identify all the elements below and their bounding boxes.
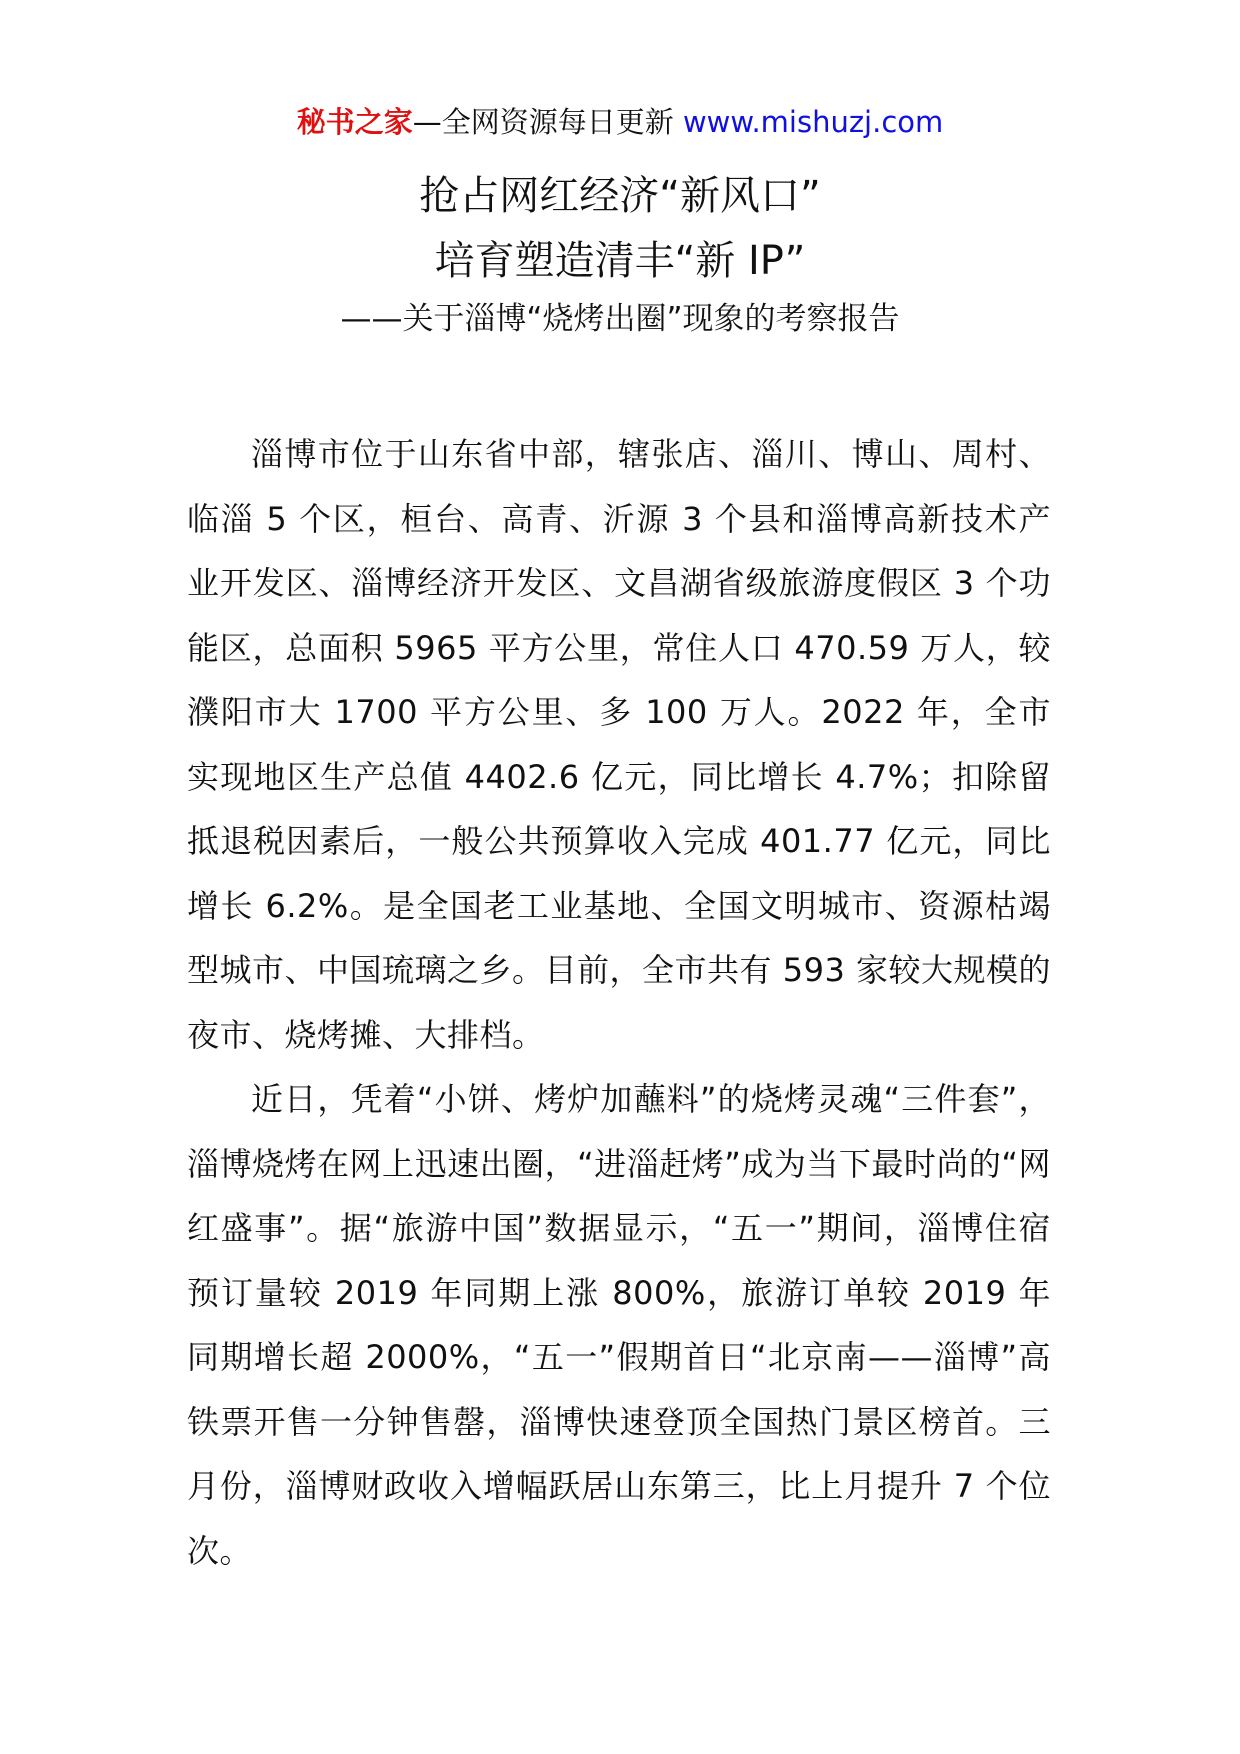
body-paragraph-1: 淄博市位于山东省中部，辖张店、淄川、博山、周村、临淄 5 个区，桓台、高青、沂源 3 个县和淄博高新技术产业开发区、淄博经济开发区、文昌湖省级旅游度假区 3 个功能区，总面积 5965 平方公里，常住人口 470.59 万人，较濮阳市大 1700 平方公里、多 100 万人。2022 年，全市实现地区生产总值 4402.6 亿元，同比增长 4.7%；扣除留抵退税因素后，一般公共预算收入完成 401.77 亿元，同比增长 6.2%。是全国老工业基地、全国文明城市、资源枯竭型城市、中国琉璃之乡。目前，全市共有 593 家较大规模的夜市、烧烤摊、大排档。 [187,435,1051,1054]
body-paragraph-2: 近日，凭着“小饼、烤炉加蘸料”的烧烤灵魂“三件套”，淄博烧烤在网上迅速出圈，“进淄赶烤”成为当下最时尚的“网红盛事”。据“旅游中国”数据显示，“五一”期间，淄博住宿预订量较 2019 年同期上涨 800%，旅游订单较 2019 年同期增长超 2000%，“五一”假期首日“北京南——淄博”高铁票开售一分钟售罄，淄博快速登顶全国热门景区榜首。三月份，淄博财政收入增幅跃居山东第三，比上月提升 7 个位次。 [187,1080,1051,1570]
banner-slogan: —全网资源每日更新 [412,105,674,139]
brand-name: 秘书之家 [296,105,413,139]
site-banner [0,102,1240,142]
document-subtitle: ——关于淄博“烧烤出圈”现象的考察报告 [340,301,900,337]
document-body [187,422,1051,1583]
document-title-line-2: 培育塑造清丰“新 IP” [434,238,806,284]
document-title-line-1: 抢占网红经济“新风口” [419,173,821,219]
site-url-link[interactable]: www.mishuzj.com [682,105,944,139]
